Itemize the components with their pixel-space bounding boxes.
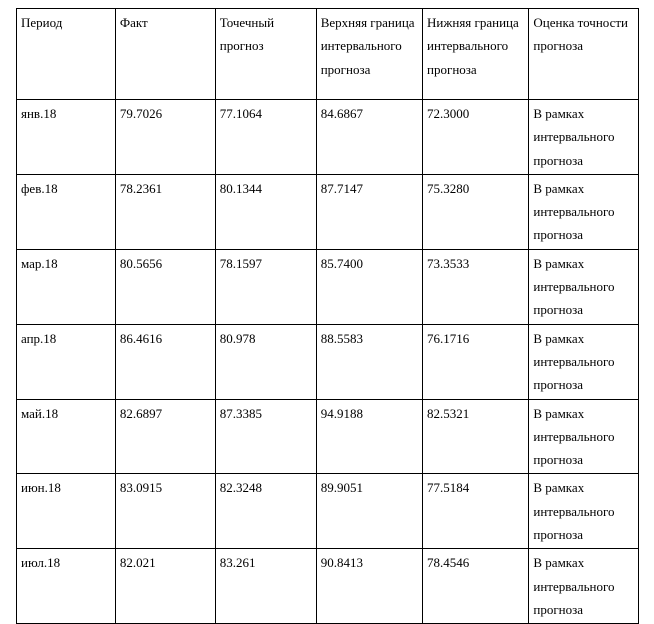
table-row [17,174,639,249]
cell-upper-bound: 90.8413 [316,549,422,624]
cell-period: янв.18 [17,100,116,175]
header-upper-bound: Верхняя граница интервального прогноза [316,9,422,100]
cell-point-forecast: 80.978 [215,324,316,399]
table-row [17,249,639,324]
header-row [17,9,639,100]
header-period: Период [17,9,116,100]
cell-accuracy: В рамках интервального прогноза [529,174,639,249]
cell-point-forecast: 80.1344 [215,174,316,249]
cell-fact: 86.4616 [115,324,215,399]
header-lower-bound: Нижняя граница интервального прогноза [423,9,529,100]
cell-accuracy: В рамках интервального прогноза [529,324,639,399]
table-row [17,549,639,624]
cell-period: май.18 [17,399,116,474]
cell-lower-bound: 73.3533 [423,249,529,324]
cell-lower-bound: 76.1716 [423,324,529,399]
table-row [17,474,639,549]
cell-lower-bound: 72.3000 [423,100,529,175]
cell-point-forecast: 78.1597 [215,249,316,324]
cell-period: июн.18 [17,474,116,549]
cell-period: июл.18 [17,549,116,624]
cell-period: апр.18 [17,324,116,399]
table-row [17,324,639,399]
table-row [17,100,639,175]
cell-point-forecast: 83.261 [215,549,316,624]
cell-accuracy: В рамках интервального прогноза [529,474,639,549]
header-fact: Факт [115,9,215,100]
header-accuracy-assessment: Оценка точности прогноза [529,9,639,100]
cell-lower-bound: 78.4546 [423,549,529,624]
cell-upper-bound: 89.9051 [316,474,422,549]
cell-point-forecast: 82.3248 [215,474,316,549]
cell-fact: 83.0915 [115,474,215,549]
cell-accuracy: В рамках интервального прогноза [529,100,639,175]
cell-period: фев.18 [17,174,116,249]
cell-accuracy: В рамках интервального прогноза [529,549,639,624]
cell-fact: 82.021 [115,549,215,624]
cell-accuracy: В рамках интервального прогноза [529,249,639,324]
cell-accuracy: В рамках интервального прогноза [529,399,639,474]
cell-upper-bound: 85.7400 [316,249,422,324]
forecast-table [16,8,639,624]
cell-fact: 82.6897 [115,399,215,474]
cell-upper-bound: 87.7147 [316,174,422,249]
cell-point-forecast: 87.3385 [215,399,316,474]
cell-upper-bound: 88.5583 [316,324,422,399]
cell-fact: 79.7026 [115,100,215,175]
cell-fact: 80.5656 [115,249,215,324]
cell-fact: 78.2361 [115,174,215,249]
cell-lower-bound: 77.5184 [423,474,529,549]
cell-lower-bound: 82.5321 [423,399,529,474]
cell-upper-bound: 84.6867 [316,100,422,175]
cell-lower-bound: 75.3280 [423,174,529,249]
cell-upper-bound: 94.9188 [316,399,422,474]
cell-period: мар.18 [17,249,116,324]
cell-point-forecast: 77.1064 [215,100,316,175]
header-point-forecast: Точечный прогноз [215,9,316,100]
table-row [17,399,639,474]
